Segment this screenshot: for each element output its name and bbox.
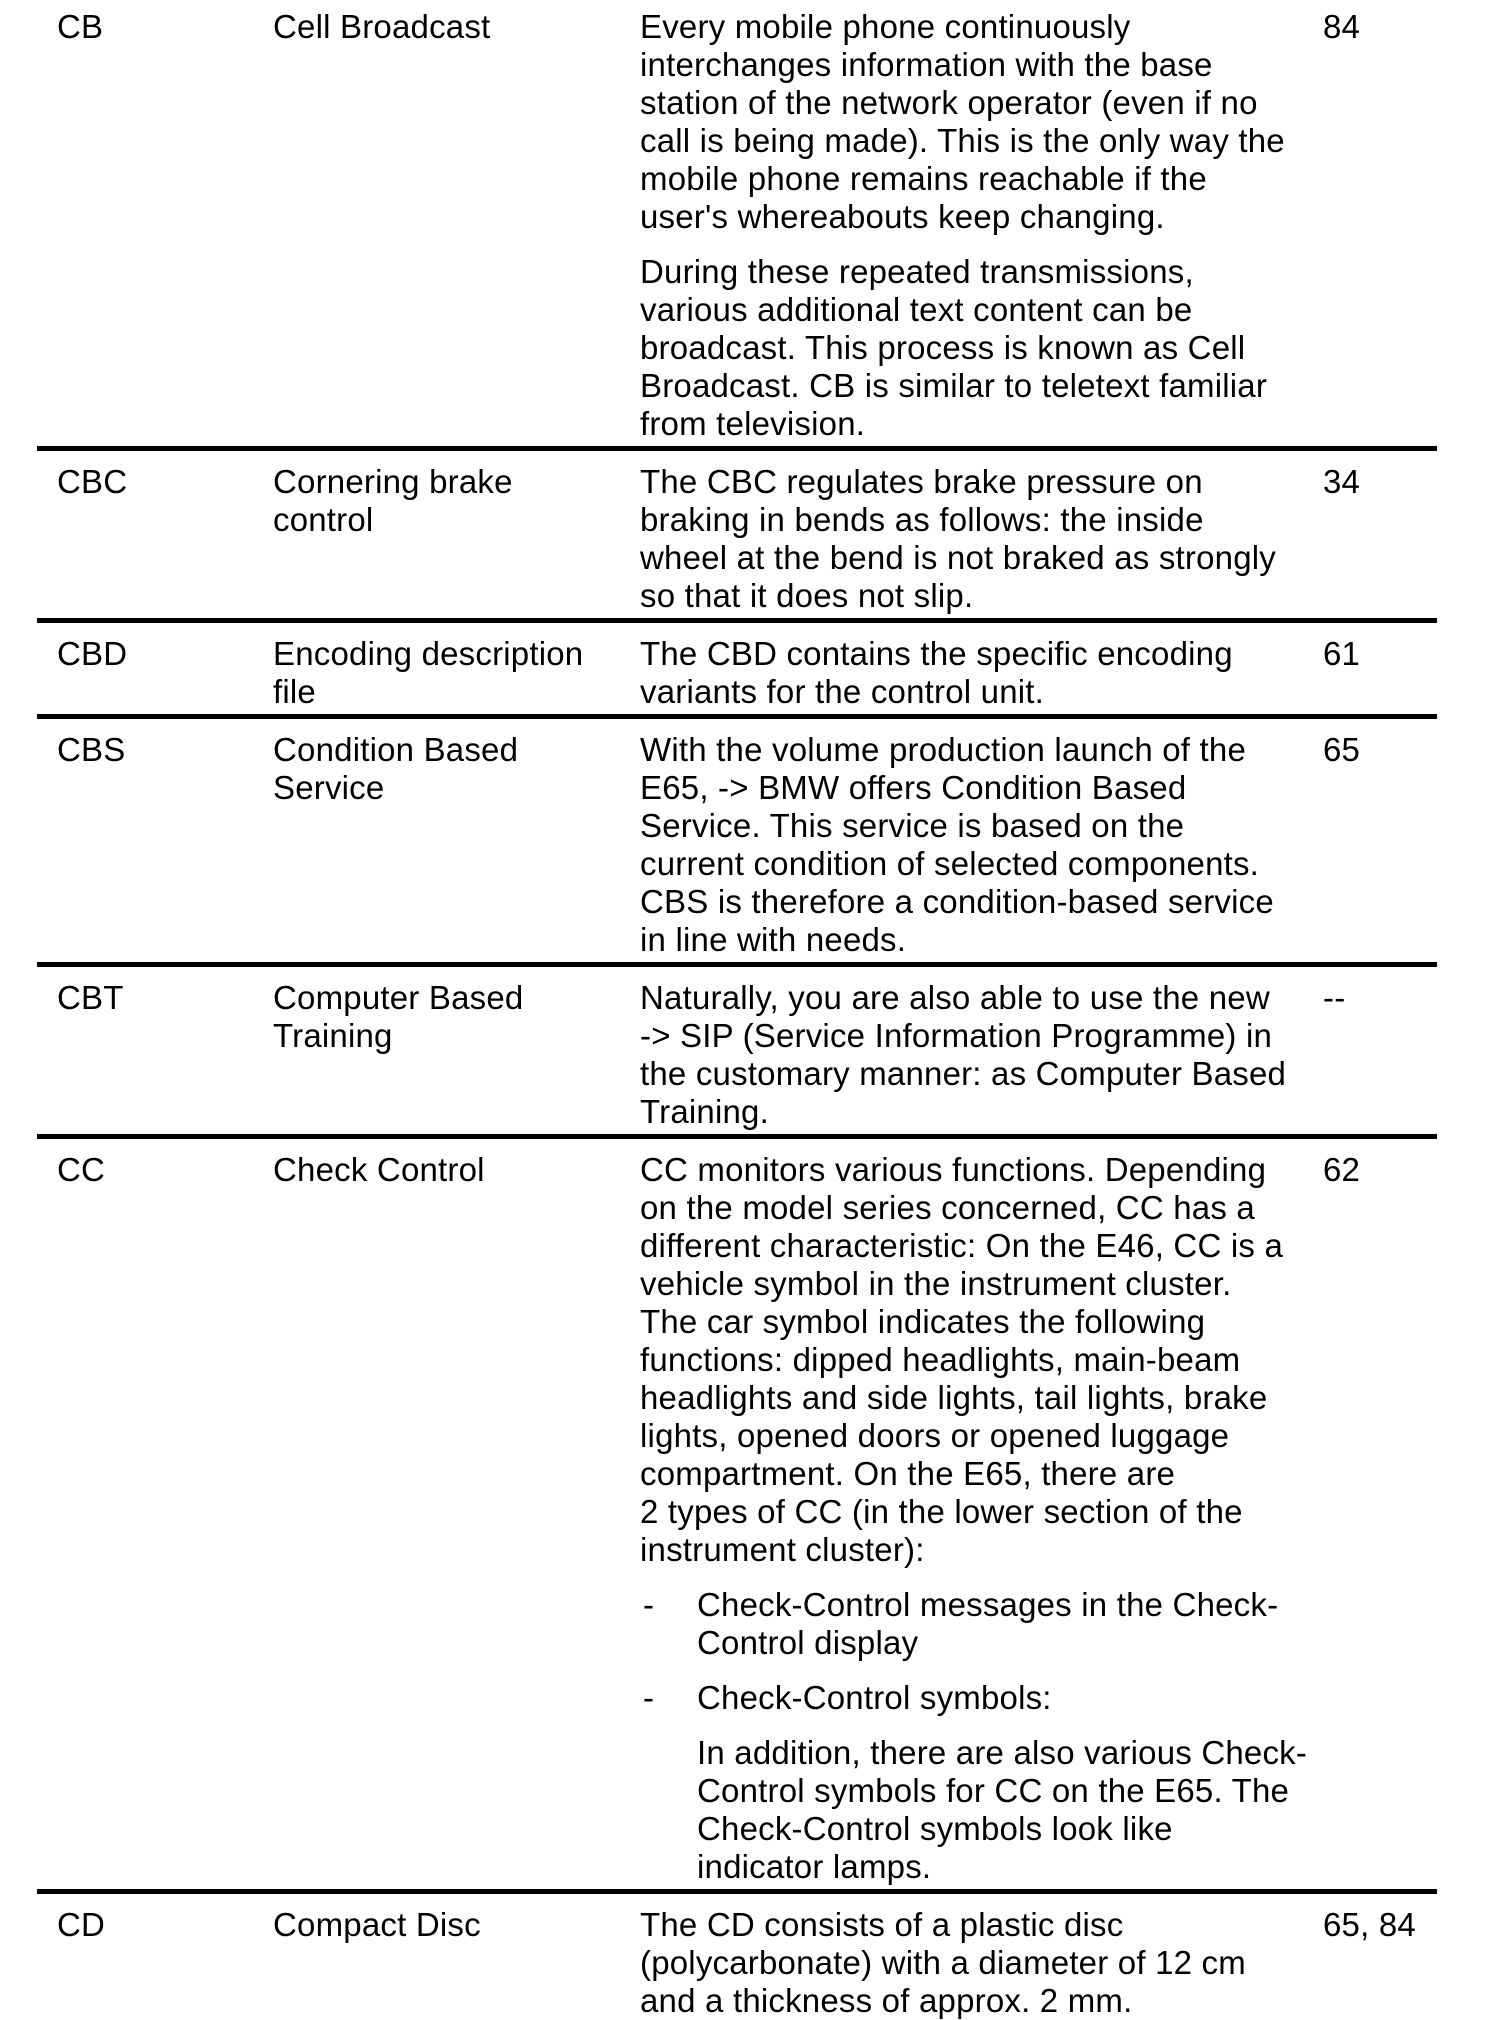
term-cell: Cell Broadcast [273,8,491,45]
term-cell: Condition Based Service [273,731,519,806]
abbreviation-cell: CC [57,1151,106,1188]
bullet-text: Check-Control messages in the Check- Control display [697,1586,1279,1661]
description-cell [640,8,1323,443]
term-cell: Cornering brake control [273,463,513,538]
term-cell: Check Control [273,1151,485,1188]
glossary-row [37,8,1437,446]
dash-bullet-icon: - [643,1679,655,1716]
glossary-row [37,714,1437,962]
paragraph: During these repeated transmissions, various additional text content can be broadcast. This process is known as Cell Broadcast. CB is similar to teletext familiar from television. [640,253,1268,442]
glossary-row [37,962,1437,1134]
paragraph: The CD consists of a plastic disc (polycarbonate) with a diameter of 12 cm and a thickness of approx. 2 mm. [640,1906,1246,2019]
page-number-cell: 84 [1323,8,1361,45]
description-cell [640,1151,1323,1886]
abbreviation-cell: CB [57,8,104,45]
glossary-table [37,8,1437,2020]
paragraph: In addition, there are also various Check- Control symbols for CC on the E65. The Check-Control symbols look like indicator lamps. [697,1734,1308,1885]
description-cell [640,1906,1323,2020]
page-number-cell: 62 [1323,1151,1361,1188]
glossary-row [37,1134,1437,1889]
abbreviation-cell: CBC [57,463,128,500]
paragraph: With the volume production launch of the E65, -> BMW offers Condition Based Service. This service is based on the current condition of selected components. CBS is therefore a condition-based service in line with needs. [640,731,1274,958]
page-number-cell: 34 [1323,463,1361,500]
paragraph: The CBC regulates brake pressure on braking in bends as follows: the inside wheel at the bend is not braked as strongly so that it does not slip. [640,463,1276,614]
abbreviation-cell: CBS [57,731,126,768]
term-cell: Encoding description file [273,635,584,710]
description-cell [640,731,1323,959]
abbreviation-cell: CBT [57,979,124,1016]
term-cell: Computer Based Training [273,979,524,1054]
glossary-row [37,1889,1437,2020]
paragraph: Every mobile phone continuously interchanges information with the base station of the network operator (even if no call is being made). This is the only way the mobile phone remains reachable if the user's whereabouts keep changing. [640,8,1285,235]
bullet-item [640,1586,1323,1662]
page-number-cell: 65 [1323,731,1361,768]
abbreviation-cell: CD [57,1906,106,1943]
bullet-text: Check-Control symbols: [697,1679,1052,1716]
glossary-row [37,446,1437,618]
description-cell [640,635,1323,711]
term-cell: Compact Disc [273,1906,481,1943]
bullet-item [640,1679,1323,1717]
paragraph: The CBD contains the specific encoding variants for the control unit. [640,635,1233,710]
abbreviation-cell: CBD [57,635,128,672]
description-cell [640,463,1323,615]
page-number-cell: 61 [1323,635,1361,672]
dash-bullet-icon: - [643,1586,655,1623]
page-number-cell: -- [1323,979,1346,1016]
paragraph: Naturally, you are also able to use the new -> SIP (Service Information Programme) in the customary manner: as Computer Based Training. [640,979,1287,1130]
description-cell [640,979,1323,1131]
glossary-row [37,618,1437,714]
page-number-cell: 65, 84 [1323,1906,1416,1943]
paragraph: CC monitors various functions. Depending on the model series concerned, CC has a different characteristic: On the E46, CC is a vehicle symbol in the instrument cluster. The car symbol indicates the following functions: dipped headlights, main-beam headlights and side lights, tail lights, brake lights, opened doors or opened luggage compartment. On the E65, there are 2 types of CC (in the lower section of the instrument cluster): [640,1151,1284,1568]
